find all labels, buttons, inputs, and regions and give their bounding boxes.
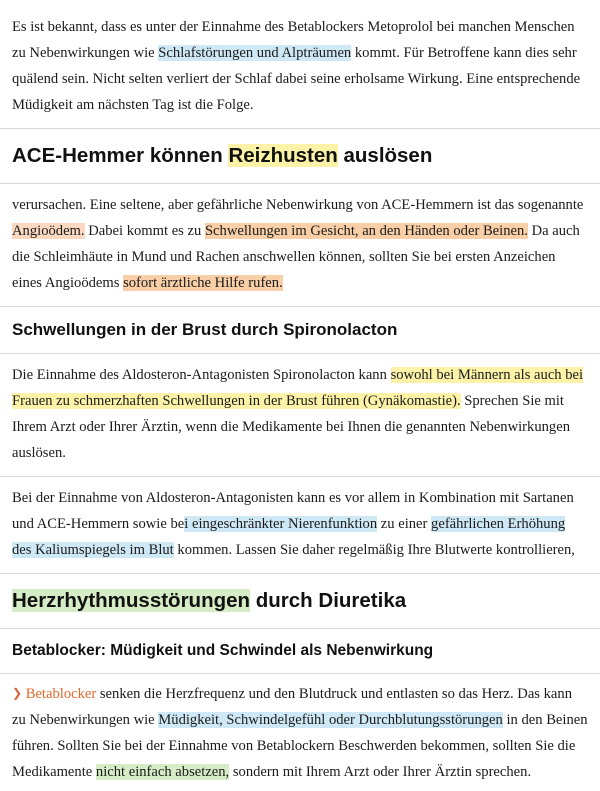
paragraph-kalium-text-2: zu einer <box>377 516 432 532</box>
highlight-muedigkeit: Müdigkeit, Schwindelgefühl oder Durchblutungsstörungen <box>158 712 503 728</box>
highlight-kaliumspiegel: gefährlichen Erhöhung des Kaliumspiegels im Blut <box>12 516 566 558</box>
heading-spironolacton: Schwellungen in der Brust durch Spironolacton <box>12 320 398 339</box>
paragraph-kalium-text-1: Bei der Einnahme von Aldosteron-Antagonisten kann es vor allem in Kombination mit Sartanen und ACE-Hemmern sowie be <box>12 490 574 532</box>
paragraph-metoprolol <box>0 6 600 128</box>
highlight-schwellungen-gesicht: Schwellungen im Gesicht, an den Händen oder Beinen. <box>204 223 528 239</box>
highlight-nierenfunktion: i eingeschränkter Nierenfunktion <box>184 516 378 532</box>
paragraph-betablocker-text-1: senken die Herzfrequenz und den Blutdruck und entlasten so das Herz. Das kann zu Nebenwirkungen wie <box>12 686 572 728</box>
highlight-nicht-absetzen: nicht einfach absetzen, <box>95 764 230 780</box>
heading-ace-hemmer-text-1: ACE-Hemmer können <box>12 144 229 167</box>
highlight-aerztliche-hilfe: sofort ärztliche Hilfe rufen. <box>123 275 283 291</box>
paragraph-spironolacton-text-2: Sprechen Sie mit Ihrem Arzt oder Ihrer Ärztin, wenn die Medikamente bei Ihnen die genannten Nebenwirkungen auslösen. <box>12 393 571 461</box>
highlight-angiooedem: Angioödem. <box>12 223 85 239</box>
heading-ace-hemmer <box>0 129 600 183</box>
paragraph-angiooedem-text-2: Dabei kommt es zu <box>84 223 205 239</box>
paragraph-kalium <box>0 477 600 573</box>
paragraph-betablocker-text-3: sondern mit Ihrem Arzt oder Ihrer Ärztin sprechen. <box>229 764 532 780</box>
highlight-schlafstoerungen: Schlafstörungen und Alpträumen <box>158 45 352 61</box>
paragraph-angiooedem-text-1: verursachen. Eine seltene, aber gefährliche Nebenwirkung von ACE-Hemmern ist das sogenannte <box>12 197 584 213</box>
highlight-reizhusten: Reizhusten <box>228 144 338 167</box>
heading-ace-hemmer-text-2: auslösen <box>337 144 433 167</box>
paragraph-spironolacton <box>0 354 600 476</box>
link-betablocker[interactable]: Betablocker <box>25 686 97 702</box>
chevron-right-icon: ❯ <box>12 686 23 700</box>
paragraph-angiooedem <box>0 184 600 306</box>
paragraph-spironolacton-text-1: Die Einnahme des Aldosteron-Antagonisten Spironolacton kann <box>12 367 391 383</box>
paragraph-betablocker-text-2: in den Beinen führen. Sollten Sie bei der Einnahme von Betablockern Beschwerden bekommen, sollten Sie die Medikamente <box>12 712 588 780</box>
paragraph-betablocker <box>0 674 600 791</box>
heading-herzrhythmus <box>0 574 600 628</box>
highlight-herzrhythmusstoerungen: Herzrhythmusstörungen <box>12 589 251 612</box>
paragraph-angiooedem-text-3: Da auch die Schleimhäute in Mund und Rachen anschwellen können, sollten Sie bei ersten Anzeichen eines Angioödems <box>12 223 580 291</box>
heading-herzrhythmus-text-2: durch Diuretika <box>250 589 407 612</box>
paragraph-metoprolol-text-2: kommt. Für Betroffene kann dies sehr quälend sein. Nicht selten verliert der Schlaf dabei seine erholsame Wirkung. Eine entsprechende Müdigkeit am nächsten Tag ist die Folge. <box>12 45 581 113</box>
heading-betablocker: Betablocker: Müdigkeit und Schwindel als Nebenwirkung <box>12 642 434 659</box>
paragraph-metoprolol-text-1: Es ist bekannt, dass es unter der Einnahme des Betablockers Metoprolol bei manchen Menschen zu Nebenwirkungen wie <box>12 19 575 61</box>
paragraph-kalium-text-3: kommen. Lassen Sie daher regelmäßig Ihre Blutwerte kontrollieren, <box>173 542 575 558</box>
highlight-gynaekomastie: sowohl bei Männern als auch bei Frauen zu schmerzhaften Schwellungen in der Brust führen (Gynäkomastie). <box>12 367 584 409</box>
